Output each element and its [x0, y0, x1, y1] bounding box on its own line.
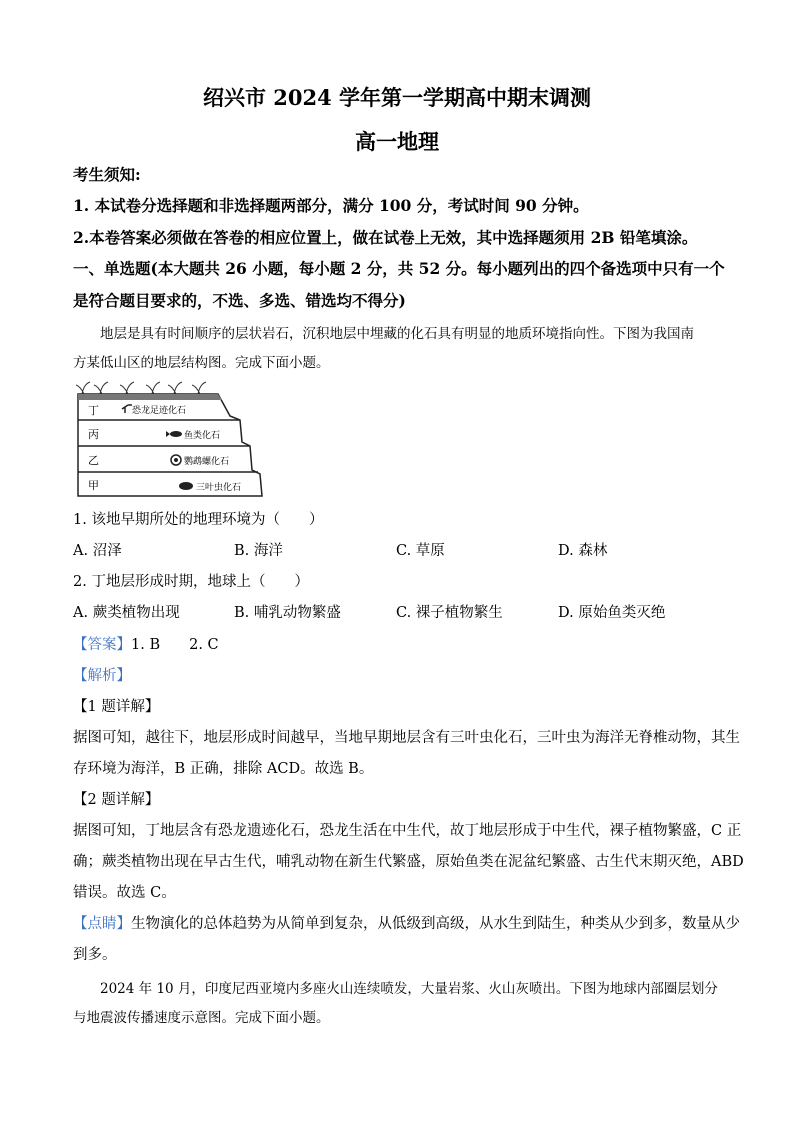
q2-option-c: C. 裸子植物繁生: [396, 605, 503, 621]
q1-option-b: B. 海洋: [234, 543, 283, 559]
passage1-line1: 地层是具有时间顺序的层状岩石，沉积地层中埋藏的化石具有明显的地质环境指向性。下图为我国南: [100, 326, 694, 342]
q1-stem: 1. 该地早期所处的地理环境为（ ）: [73, 512, 324, 528]
passage2-line2: 与地震波传播速度示意图。完成下面小题。: [73, 1010, 330, 1026]
note-line2: 到多。: [73, 947, 117, 963]
fossil-label-nautilus: 鹦鹉螺化石: [184, 457, 230, 467]
q2-detail-line2: 确；蕨类植物出现在早古生代，哺乳动物在新生代繁盛，原始鱼类在泥盆纪繁盛、古生代末期灭绝，ABD: [73, 854, 744, 870]
q2-stem: 2. 丁地层形成时期，地球上（ ）: [73, 574, 309, 590]
trilobite-fossil-icon: [179, 482, 193, 490]
passage1-line2: 方某低山区的地层结构图。完成下面小题。: [73, 355, 330, 371]
notice-1: 1. 本试卷分选择题和非选择题两部分，满分 100 分，考试时间 90 分钟。: [73, 196, 589, 215]
answer-text: 1. B 2. C: [131, 637, 219, 653]
q1-option-c: C. 草原: [396, 543, 445, 559]
q2-detail-line3: 错误。故选 C。: [73, 885, 176, 901]
layer-label-ding: 丁: [88, 404, 99, 417]
analysis-tag: 【解析】: [73, 668, 131, 684]
section-heading-line2: 是符合题目要求的，不选、多选、错选均不得分): [73, 291, 406, 310]
q2-option-d: D. 原始鱼类灭绝: [558, 605, 666, 621]
layer-label-bing: 丙: [88, 428, 99, 441]
passage2-line1: 2024 年 10 月，印度尼西亚境内多座火山连续喷发，大量岩浆、火山灰喷出。下图为地球内部圈层划分: [100, 981, 718, 997]
layer-label-yi: 乙: [88, 454, 99, 467]
layer-label-jia: 甲: [88, 479, 99, 492]
q2-option-a: A. 蕨类植物出现: [73, 605, 180, 621]
q1-option-d: D. 森林: [558, 543, 608, 559]
fossil-label-trilobite: 三叶虫化石: [196, 483, 242, 493]
notice-2: 2.本卷答案必须做在答卷的相应位置上，做在试卷上无效，其中选择题须用 2B 铅笔填涂。: [73, 228, 698, 247]
q1-detail-line1: 据图可知，越往下，地层形成时间越早，当地早期地层含有三叶虫化石，三叶虫为海洋无脊椎动物，其生: [73, 730, 740, 746]
notice-title: 考生须知:: [73, 165, 141, 184]
strata-diagram: [70, 376, 270, 501]
q2-option-b: B. 哺乳动物繁盛: [234, 605, 341, 621]
strata-figure: [70, 376, 270, 501]
q1-option-a: A. 沼泽: [73, 543, 122, 559]
page-title: 绍兴市 2024 学年第一学期高中期末调测: [202, 85, 592, 110]
q1-detail-tag: 【1 题详解】: [73, 699, 160, 715]
section-heading-line1: 一、单选题(本大题共 26 小题，每小题 2 分，共 52 分。每小题列出的四个备选项中只有一个: [73, 259, 725, 278]
q1-detail-line2: 存环境为海洋，B 正确，排除 ACD。故选 B。: [73, 761, 374, 777]
note-line1: [73, 912, 740, 933]
answer-tag: 【答案】: [73, 637, 131, 653]
note-text1: 生物演化的总体趋势为从简单到复杂，从低级到高级，从水生到陆生，种类从少到多，数量从少: [131, 916, 740, 932]
fossil-label-dinosaur: 恐龙足迹化石: [132, 406, 187, 416]
note-tag: 【点睛】: [73, 916, 131, 932]
q2-detail-tag: 【2 题详解】: [73, 792, 160, 808]
fossil-label-fish: 鱼类化石: [184, 431, 221, 441]
plants-icon: [76, 382, 206, 394]
q2-detail-line1: 据图可知，丁地层含有恐龙遗迹化石，恐龙生活在中生代，故丁地层形成于中生代，裸子植物繁盛，C 正: [73, 823, 742, 839]
answer-line: [73, 633, 219, 654]
page-subtitle: 高一地理: [355, 129, 439, 154]
